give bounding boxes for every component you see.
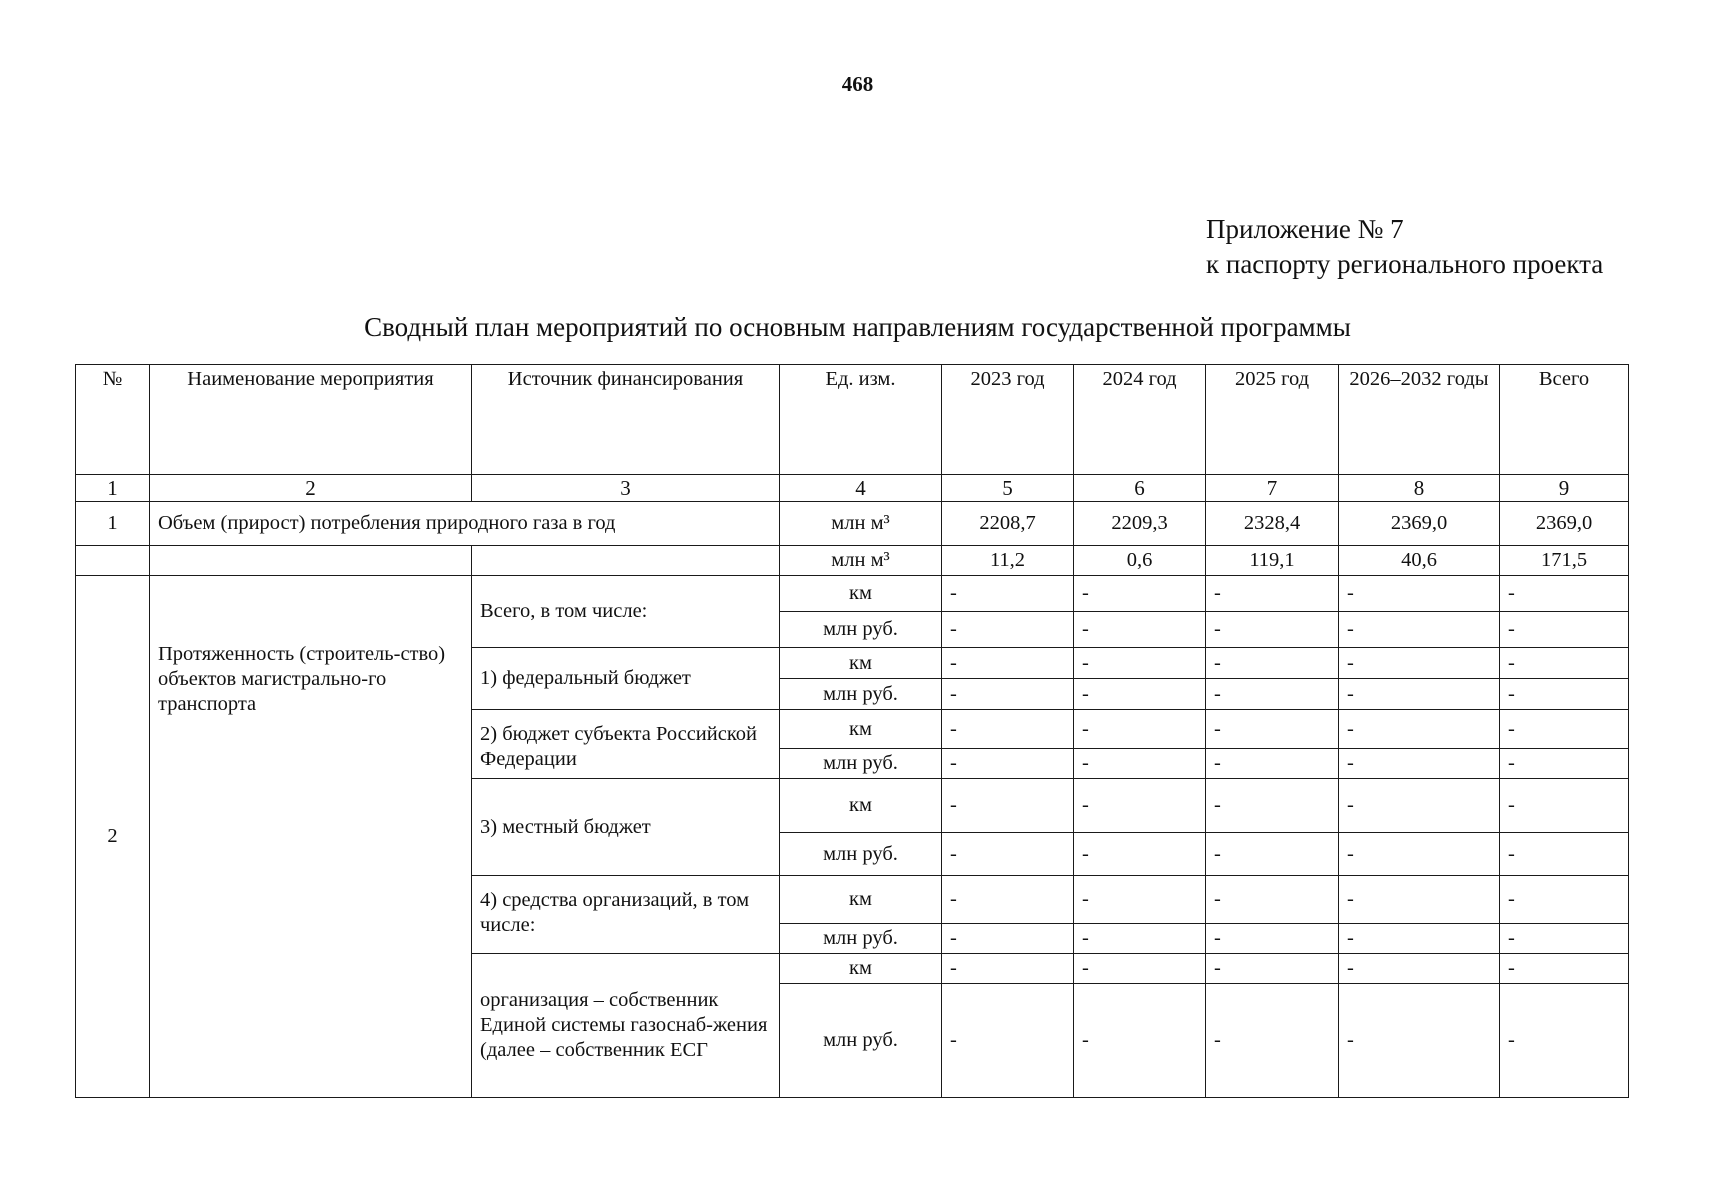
value-2024: - [1074, 648, 1206, 679]
header-2024: 2024 год [1074, 365, 1206, 475]
value-2023: - [942, 679, 1074, 710]
value-2024: - [1074, 749, 1206, 779]
value-2026-2032: 2369,0 [1339, 502, 1500, 546]
unit-cell: млн м³ [780, 546, 942, 576]
table-row [76, 576, 1629, 612]
value-2025: - [1206, 749, 1339, 779]
column-number: 2 [150, 475, 472, 502]
value-2026-2032: - [1339, 954, 1500, 984]
unit-cell: млн руб. [780, 612, 942, 648]
value-2026-2032: - [1339, 779, 1500, 833]
value-total: 171,5 [1500, 546, 1629, 576]
unit-cell: км [780, 648, 942, 679]
value-total: - [1500, 954, 1629, 984]
value-2026-2032: - [1339, 710, 1500, 749]
value-total: - [1500, 679, 1629, 710]
value-2025: - [1206, 648, 1339, 679]
value-2024: - [1074, 576, 1206, 612]
value-2026-2032: - [1339, 612, 1500, 648]
unit-cell: млн руб. [780, 749, 942, 779]
value-total: - [1500, 779, 1629, 833]
value-2024: 0,6 [1074, 546, 1206, 576]
value-2023: - [942, 876, 1074, 924]
header-name: Наименование мероприятия [150, 365, 472, 475]
value-2025: - [1206, 710, 1339, 749]
header-row [76, 365, 1629, 475]
unit-cell: км [780, 710, 942, 749]
value-2023: 2208,7 [942, 502, 1074, 546]
empty-cell [472, 546, 780, 576]
value-total: - [1500, 710, 1629, 749]
row-number: 2 [76, 576, 150, 1098]
header-unit: Ед. изм. [780, 365, 942, 475]
page-number: 468 [841, 72, 874, 96]
appendix-line-2: к паспорту регионального проекта [1206, 249, 1604, 279]
funding-source: 2) бюджет субъекта Российской Федерации [472, 710, 780, 779]
value-2023: - [942, 612, 1074, 648]
value-total: - [1500, 576, 1629, 612]
value-2023: - [942, 779, 1074, 833]
value-2026-2032: - [1339, 833, 1500, 876]
column-number: 4 [780, 475, 942, 502]
header-2023: 2023 год [942, 365, 1074, 475]
value-2026-2032: 40,6 [1339, 546, 1500, 576]
unit-cell: млн м³ [780, 502, 942, 546]
value-2024: - [1074, 612, 1206, 648]
row-number: 1 [76, 502, 150, 546]
value-2024: - [1074, 876, 1206, 924]
column-number: 6 [1074, 475, 1206, 502]
value-2023: - [942, 648, 1074, 679]
value-2026-2032: - [1339, 924, 1500, 954]
header-num: № [76, 365, 150, 475]
value-2023: - [942, 749, 1074, 779]
value-2026-2032: - [1339, 749, 1500, 779]
table-row [76, 502, 1629, 546]
value-2024: - [1074, 779, 1206, 833]
value-2025: - [1206, 576, 1339, 612]
value-2024: - [1074, 710, 1206, 749]
value-2023: - [942, 710, 1074, 749]
unit-cell: км [780, 576, 942, 612]
unit-cell: км [780, 876, 942, 924]
appendix-note [1206, 212, 1603, 282]
value-2025: - [1206, 924, 1339, 954]
value-2026-2032: - [1339, 679, 1500, 710]
funding-source: Всего, в том числе: [472, 576, 780, 648]
column-number: 7 [1206, 475, 1339, 502]
value-2025: - [1206, 612, 1339, 648]
value-total: - [1500, 876, 1629, 924]
value-2024: - [1074, 924, 1206, 954]
value-2025: - [1206, 984, 1339, 1098]
value-2024: - [1074, 833, 1206, 876]
value-total: - [1500, 833, 1629, 876]
value-2023: - [942, 576, 1074, 612]
value-2025: - [1206, 679, 1339, 710]
appendix-line-1: Приложение № 7 [1206, 214, 1404, 244]
value-2025: - [1206, 833, 1339, 876]
value-2025: - [1206, 954, 1339, 984]
value-total: 2369,0 [1500, 502, 1629, 546]
value-2024: - [1074, 954, 1206, 984]
measure-name: Объем (прирост) потребления природного газа в год [150, 502, 780, 546]
header-total: Всего [1500, 365, 1629, 475]
header-2026-2032: 2026–2032 годы [1339, 365, 1500, 475]
summary-plan-table [75, 364, 1629, 1098]
funding-source: 1) федеральный бюджет [472, 648, 780, 710]
value-total: - [1500, 749, 1629, 779]
value-2024: - [1074, 679, 1206, 710]
value-2025: 2328,4 [1206, 502, 1339, 546]
unit-cell: млн руб. [780, 984, 942, 1098]
document-title: Сводный план мероприятий по основным направлениям государственной программы [364, 312, 1351, 342]
unit-cell: км [780, 954, 942, 984]
column-number: 8 [1339, 475, 1500, 502]
measure-name: Протяженность (строитель-ство) объектов магистрально-го транспорта [150, 576, 472, 1098]
header-2025: 2025 год [1206, 365, 1339, 475]
value-2025: 119,1 [1206, 546, 1339, 576]
value-2026-2032: - [1339, 576, 1500, 612]
value-2023: 11,2 [942, 546, 1074, 576]
value-total: - [1500, 924, 1629, 954]
funding-source: 3) местный бюджет [472, 779, 780, 876]
unit-cell: млн руб. [780, 833, 942, 876]
value-2023: - [942, 924, 1074, 954]
column-number: 5 [942, 475, 1074, 502]
empty-cell [150, 546, 472, 576]
column-number-row [76, 475, 1629, 502]
column-number: 9 [1500, 475, 1629, 502]
column-number: 1 [76, 475, 150, 502]
header-source: Источник финансирования [472, 365, 780, 475]
value-total: - [1500, 612, 1629, 648]
table-row [76, 546, 1629, 576]
funding-source: организация – собственник Единой системы газоснаб-жения (далее – собственник ЕСГ [472, 954, 780, 1098]
unit-cell: км [780, 779, 942, 833]
unit-cell: млн руб. [780, 924, 942, 954]
value-total: - [1500, 648, 1629, 679]
value-2023: - [942, 984, 1074, 1098]
value-2023: - [942, 954, 1074, 984]
value-2023: - [942, 833, 1074, 876]
value-2026-2032: - [1339, 876, 1500, 924]
value-2024: 2209,3 [1074, 502, 1206, 546]
value-2025: - [1206, 876, 1339, 924]
value-total: - [1500, 984, 1629, 1098]
value-2026-2032: - [1339, 984, 1500, 1098]
value-2025: - [1206, 779, 1339, 833]
value-2024: - [1074, 984, 1206, 1098]
empty-cell [76, 546, 150, 576]
value-2026-2032: - [1339, 648, 1500, 679]
unit-cell: млн руб. [780, 679, 942, 710]
funding-source: 4) средства организаций, в том числе: [472, 876, 780, 954]
column-number: 3 [472, 475, 780, 502]
